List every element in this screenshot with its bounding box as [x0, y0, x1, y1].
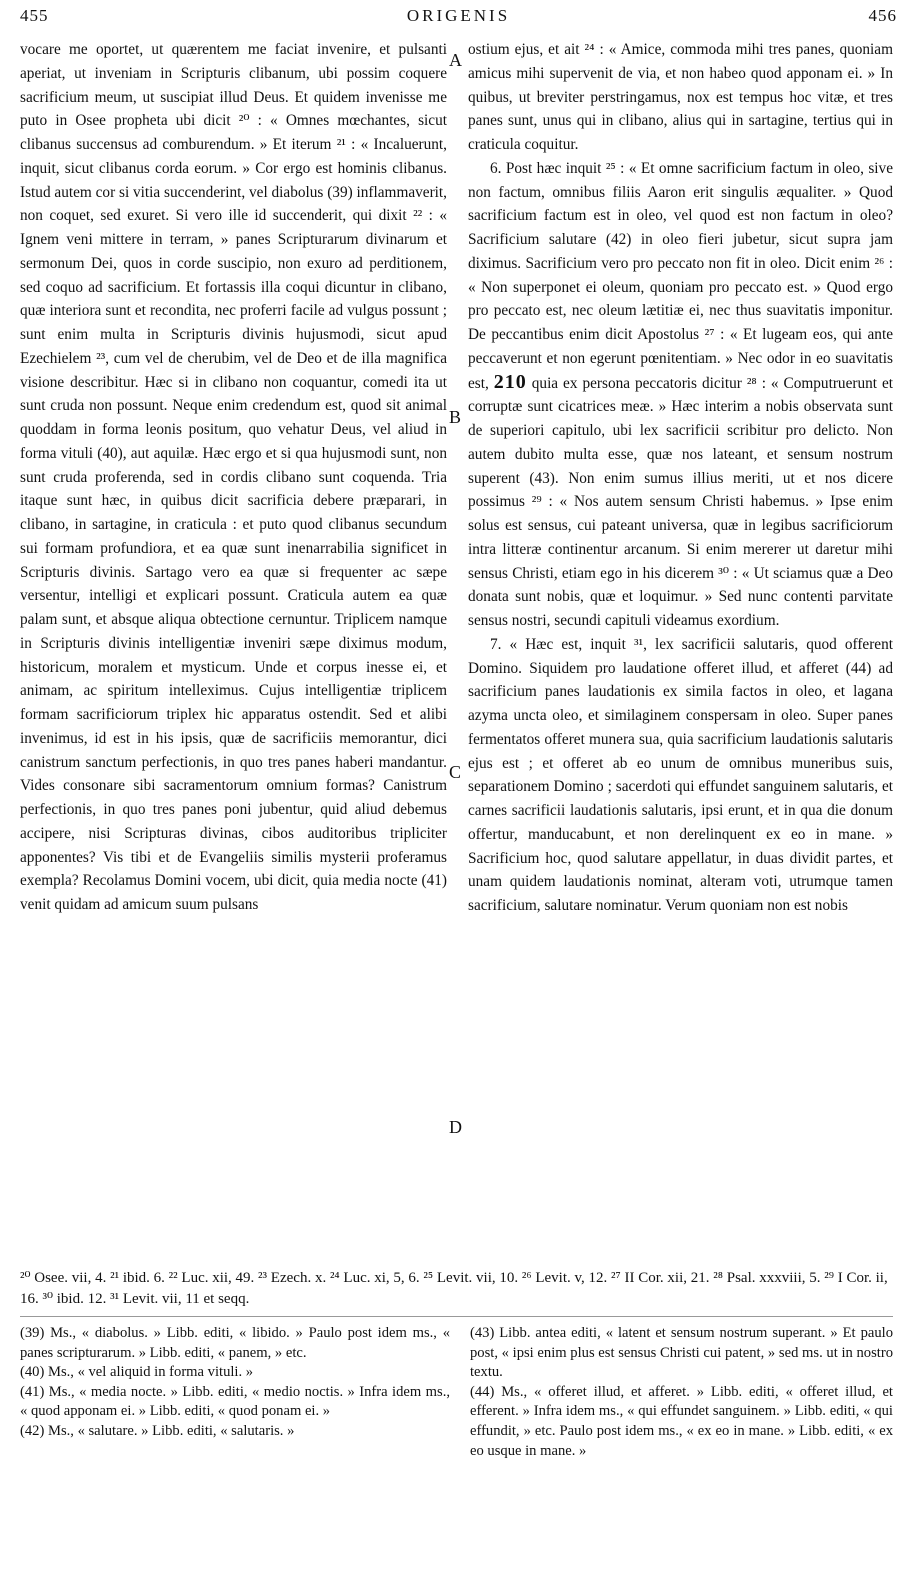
footnote: (39) Ms., « diabolus. » Libb. editi, « libido. » Paulo post idem ms., « panes scripturarum. » Libb. editi, « panem, » etc. [20, 1325, 450, 1361]
left-text-column [20, 38, 447, 917]
right-text-column [468, 38, 893, 918]
footnote: (42) Ms., « salutare. » Libb. editi, « salutaris. » [20, 1422, 295, 1439]
right-column-paragraph-1: ostium ejus, et ait ²⁴ : « Amice, commoda mihi tres panes, quoniam amicus mihi supervenit de via, et non habeo quod apponam ei. » In quibus, ut breviter perstringamus, nox est tempus hoc vitæ, et tres panes sunt, unus qui in clibano, alius qui in sartagine, tertius qui in craticula coquitur. [468, 41, 893, 153]
column-number: 210 [493, 370, 527, 393]
margin-marker-d: D [449, 1117, 462, 1137]
scripture-references: ²⁰ Osee. vii, 4. ²¹ ibid. 6. ²² Luc. xii, 49. ²³ Ezech. x. ²⁴ Luc. xi, 5, 6. ²⁵ Levit. vii, 10. ²⁶ Levit. v, 12. ²⁷ II Cor. xii, 21. ²⁸ Psal. xxxviii, 5. ²⁹ I Cor. ii, 16. ³⁰ ibid. 12. ³¹ Levit. vii, 11 et seqq. [20, 1270, 888, 1307]
footnotes-left [20, 1324, 450, 1442]
footnote: (44) Ms., « offeret illud, et afferet. » Libb. editi, « offeret illud, et efferent. » Infra idem ms., « qui effundet sanguinem. » Libb. editi, « qui effundit, » etc. Paulo post idem ms., « ex eo in mane. » Libb. editi, « ex eo usque in mane. » [470, 1383, 893, 1459]
left-page-number: 455 [20, 6, 49, 25]
margin-marker-a: A [449, 50, 462, 70]
footnotes-right [470, 1324, 893, 1461]
right-column-paragraph-3: 7. « Hæc est, inquit ³¹, lex sacrificii salutaris, quod offerent Domino. Siquidem pro laudatione offeret illud, et afferet (44) ad sacrificium panes laudationis ex simila factos in oleo, et lagana azyma uncta oleo, et similaginem conspersam in oleo. Super panes fermentatos offeret munera sua, quia sacrificium laudationis salutaris ejus est ; et offeret ab eo unum de omnibus muneribus suis, separationem Domino ; sacerdoti qui effundet sanguinem salutaris, et carnes sacrificii laudationis salutaris, ipsi erunt, et in qua die donum offertur, manducabunt, et non derelinquent ex eo in mane. » Sacrificium hoc, quod salutare appellatur, in duas dividit partes, et unam quidem laudationis nominat, alteram voti, utrumque tamen sacrificium, salutare nominatur. Verum quoniam non est nobis [468, 635, 893, 914]
footnote: (43) Libb. antea editi, « latent et sensum nostrum superant. » Et paulo post, « ipsi enim plus est sensus Christi cui patent, » sed ms. ut in nostro textu. [470, 1325, 893, 1381]
footnote: (40) Ms., « vel aliquid in forma vituli. » [20, 1364, 254, 1381]
margin-marker-c: C [449, 762, 462, 782]
paragraph-2-part-b: quia ex persona peccatoris dicitur ²⁸ : « Computruerunt et corruptæ sunt cicatrices meæ. » Hæc interim a nobis observata sunt de superiori capitulo, ubi lex sacrificii scribitur pro delicto. Non autem dubito multa esse, quæ nos lateant, et sensum nostrum superent (43). Non enim sumus illius meriti, ut et nos dicere possimus ²⁹ : « Nos autem sensum Christi habemus. » Ipse enim solus est sensus, cui pateant universa, quæ in legibus sacrificiorum intra litteræ continentur arcanum. Si enim mererer ut daretur mihi sensus Christi, etiam ego in his dicerem ³⁰ : « Ut sciamus quæ a Deo donata sunt nobis, quæ et loquimur. » Sed nunc contenti parvitate sensus nostri, secundi capituli videamus exordium. [468, 374, 894, 629]
page-header [20, 6, 897, 32]
footnote: (41) Ms., « media nocte. » Libb. editi, « medio noctis. » Infra idem ms., « quod apponam ei. » Libb. editi, « quod ponam ei. » [20, 1383, 450, 1420]
running-title: ORIGENIS [406, 6, 511, 25]
paragraph-2-part-a: 6. Post hæc inquit ²⁵ : « Et omne sacrificium factum in oleo, sive non factum, omnibus filiis Aaron erit singulis æqualiter. » Quod sacrificium factum est in oleo, vel quod est non factum in oleo? Sacrificium salutare (42) in oleo fieri jubetur, sicut supra jam diximus. Sacrificium vero pro peccato non fit in oleo. Dicit enim ²⁶ : « Non superponet ei oleum, quoniam pro peccato est. » Quod ergo pro peccato est, nec oleum lætitiæ ei, nec thus suavitatis imponitur. De peccantibus enim dicit Apostolus ²⁷ : « Et lugeam eos, qui ante peccaverunt et non egerunt pœnitentiam. » Nec odor in eo suavitatis est, [468, 159, 893, 392]
left-column-paragraph: vocare me oportet, ut quærentem me faciat invenire, et pulsanti aperiat, ut inveniam in Scripturis clibanum, ubi possim coquere sacrificium meum, ut suscipiat illud Deus. Et quidem invenisse me puto in Osee propheta ubi dicit ²⁰ : « Omnes mœchantes, sicut clibanus succensus ad comburendum. » Et iterum ²¹ : « Incaluerunt, inquit, sicut clibanus corda eorum. » Cor ergo est hominis clibanus. Istud autem cor si vitia succenderint, vel diabolus (39) inflammaverit, non coquet, sed exuret. Si vero ille id succenderit, qui dixit ²² : « Ignem veni mittere in terram, » panes Scripturarum divinarum et sermonum Dei, quos in corde suscipio, non exuro ad perditionem, sed coquo ad sacrificium. Et fortassis illa coqui dicuntur in clibano, quæ interiora sunt et recondita, nec proferri facile ad vulgus possunt ; sunt enim multa in Scripturis divinis hujusmodi, sicut apud Ezechielem ²³, cum vel de cherubim, vel de Deo et de illa magnifica visione describitur. Hæc si in clibano non coquantur, comedi ita ut sunt cruda non possunt. Neque enim credendum est, quod sit animal quoddam in forma leonis positum, quo vehatur Deus, vel aliud in forma vituli (40), aut aquilæ. Hæc ergo et si qua hujusmodi sunt, non sunt cruda proferenda, sed in cordis clibano sunt coquenda. Tria itaque sunt hæc, in quibus dicit sacrificia debere præparari, in clibano, in sartagine, in craticula : et puto quod clibanus secundum sui formam profundiora, et ea quæ sunt inenarrabilia significet in Scripturis divinis. Sartago vero ea quæ si frequenter ac sæpe versentur, intelligi et explicari possunt. Craticula autem ea quæ palam sunt, et absque aliqua obtectione cernuntur. Triplicem namque in Scripturis divinis intelligentiæ inveniri sæpe diximus modum, historicum, moralem et mysticum. Unde et corpus inesse ei, et animam, ac spiritum intelleximus. Cujus intelligentiæ triplicem formam sacrificiorum triplex hic apparatus ostendit. Sed et alibi invenimus, id est in his ipsis, quæ de sacrificiis memorantur, dici canistrum sanctum perfectionis, in quo tres panes haberi mandantur. Vides consonare sibi sacramentorum omnium formas? Canistrum perfectionis, in quo tres panes poni jubentur, quid aliud debemus accipere, nisi Scripturas divinas, cibos auditoribus tripliciter apponentes? Vis tibi et de Evangeliis similis mysterii proferamus exempla? Recolamus Domini vocem, ubi dicit, quia media nocte (41) venit quidam ad amicum suum pulsans [20, 41, 447, 913]
footnote-divider [20, 1316, 893, 1317]
margin-marker-b: B [449, 407, 462, 427]
right-column-paragraph-2 [468, 157, 893, 633]
right-page-number: 456 [868, 6, 897, 25]
